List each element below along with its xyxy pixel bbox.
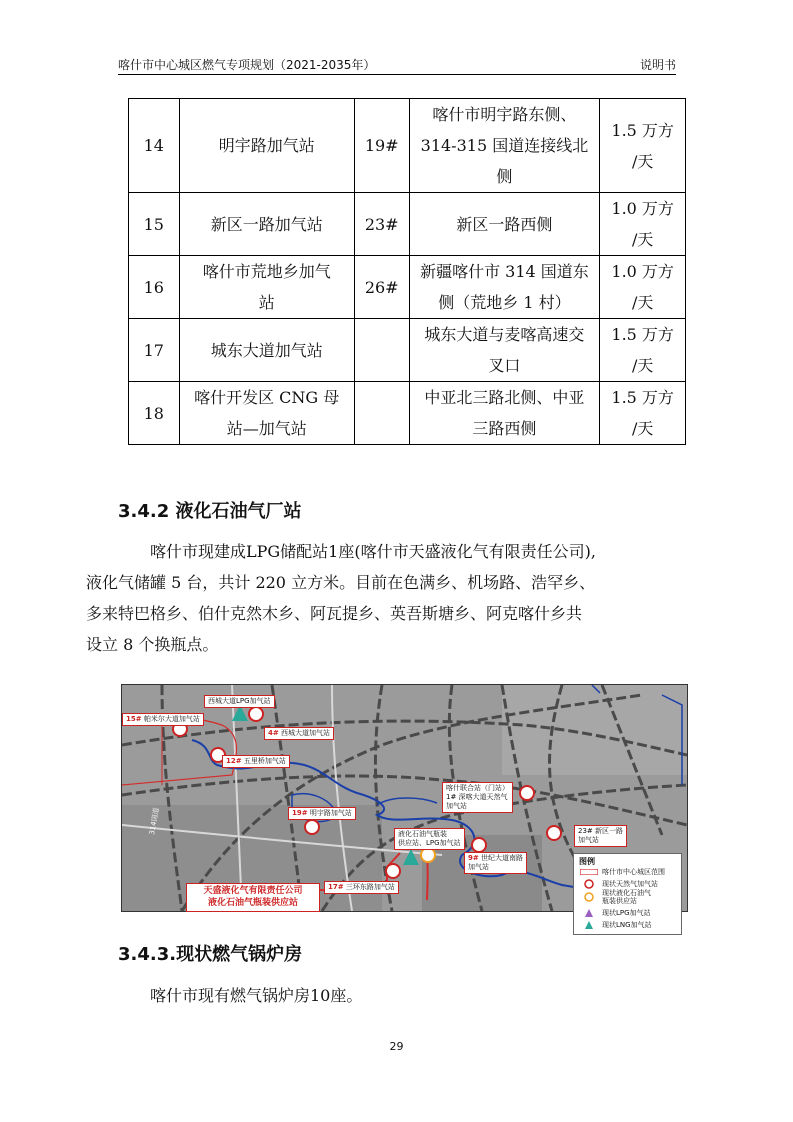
cell-line: 侧	[496, 167, 513, 186]
label-station-17: 17# 三环东路加气站	[324, 881, 399, 894]
cell-code	[354, 193, 409, 256]
para-line: 液化气储罐 5 台，共计 220 立方米。目前在色满乡、机场路、浩罕乡、	[86, 573, 596, 592]
cell-no	[129, 256, 180, 319]
cell-name	[179, 193, 354, 256]
cell-line: 19#	[364, 136, 399, 155]
legend-title: 图例	[579, 857, 595, 866]
para-line: 多来特巴格乡、伯什克然木乡、阿瓦提乡、英吾斯塘乡、阿克喀什乡共	[86, 604, 583, 623]
cell-line: 明宇路加气站	[218, 136, 315, 155]
header-rule	[118, 74, 676, 75]
legend-item-boundary: 喀什市中心城区范围	[580, 866, 665, 878]
cell-line: 26#	[364, 277, 399, 297]
cell-no	[129, 382, 180, 445]
table-row	[129, 99, 686, 193]
cell-cap	[600, 382, 686, 445]
cell-line: 中亚北三路北侧、中亚	[424, 388, 585, 407]
cell-line: 1.0 万方	[611, 199, 674, 218]
cell-line: 1.5 万方	[611, 388, 674, 407]
cell-line: /天	[631, 356, 654, 375]
page-number: 29	[389, 1040, 404, 1053]
station-table	[128, 98, 686, 445]
cell-line: 站—加气站	[226, 419, 307, 438]
cell-line: 城东大道与麦喀高速交	[424, 325, 585, 344]
cell-cap	[600, 256, 686, 319]
cell-name	[179, 99, 354, 193]
cell-loc	[409, 319, 600, 382]
cell-line: 14	[143, 136, 164, 155]
cell-line: 喀什市明宇路东侧、	[432, 105, 577, 124]
cell-line: 16	[143, 277, 164, 297]
label-station-23: 23# 新区一路 加气站	[574, 825, 627, 847]
page-header	[118, 52, 676, 74]
label-lpg-supply: 液化石油气瓶装 供应站、LPG加气站	[394, 828, 465, 850]
section-paragraph-boiler: 喀什市现有燃气锅炉房10座。	[150, 986, 363, 1005]
cell-loc	[409, 99, 600, 193]
cell-code	[354, 256, 409, 319]
section-title-boiler: 3.4.3.现状燃气锅炉房	[118, 944, 303, 965]
cell-no	[129, 99, 180, 193]
cell-line: 叉口	[488, 356, 521, 375]
cell-name	[179, 382, 354, 445]
cell-loc	[409, 193, 600, 256]
label-station-15: 15# 帕米尔大道加气站	[122, 713, 204, 726]
legend-item-ng-station: 现状天然气加气站	[580, 878, 658, 890]
section-paragraph-lpg	[86, 536, 684, 660]
cell-line: /天	[631, 419, 654, 438]
label-station-19: 19# 明宇路加气站	[288, 807, 356, 820]
cell-line: 三路西侧	[472, 419, 537, 438]
cell-line: 新区一路加气站	[210, 214, 323, 234]
cell-name	[179, 256, 354, 319]
table-row	[129, 382, 686, 445]
cell-line: 17	[143, 340, 164, 360]
cell-line: 18	[143, 403, 164, 423]
table-row	[129, 193, 686, 256]
cell-line: 23#	[364, 214, 399, 234]
cell-line: /天	[631, 151, 654, 171]
cell-loc	[409, 382, 600, 445]
cell-line: 喀什市荒地乡加气	[202, 262, 331, 281]
label-west-lpg: 西城大道LPG加气站	[204, 695, 275, 708]
cell-code	[354, 382, 409, 445]
cell-cap	[600, 193, 686, 256]
lpg-marker	[421, 848, 435, 862]
cell-line: 侧（荒地乡 1 村）	[438, 293, 571, 312]
label-station-4: 4# 西城大道加气站	[264, 727, 334, 740]
cell-no	[129, 193, 180, 256]
cell-no	[129, 319, 180, 382]
label-station-9: 9# 世纪大道南路 加气站	[464, 852, 527, 874]
para-line: 喀什市现建成LPG储配站1座(喀什市天盛液化气有限责任公司),	[150, 542, 596, 561]
label-lianhe-station: 喀什联合站（门站） 1# 深喀大道天然气 加气站	[442, 782, 513, 813]
cell-cap	[600, 319, 686, 382]
cell-code	[354, 319, 409, 382]
cell-loc	[409, 256, 600, 319]
cell-line: 314-315 国道连接线北	[420, 136, 589, 155]
cell-line: 1.0 万方	[611, 262, 674, 281]
cell-line: 站	[258, 293, 275, 312]
cell-line: 1.5 万方	[611, 120, 674, 140]
company-callout: 天盛液化气有限责任公司 液化石油气瓶装供应站	[186, 883, 320, 912]
para-line: 设立 8 个换瓶点。	[86, 635, 219, 654]
cell-line: 城东大道加气站	[210, 340, 323, 360]
legend-item-lpg-supply: 现状液化石油气 瓶装供应站	[580, 888, 651, 906]
table-row	[129, 256, 686, 319]
legend-item-lpg-station: 现状LPG加气站	[580, 907, 651, 919]
legend-item-lng-station: 现状LNG加气站	[580, 919, 652, 931]
cell-line: 喀什开发区 CNG 母	[194, 388, 340, 407]
cell-code	[354, 99, 409, 193]
section-title-lpg: 3.4.2 液化石油气厂站	[118, 501, 302, 522]
header-title: 喀什市中心城区燃气专项规划（2021-2035年）	[118, 58, 376, 72]
cell-line: 15	[143, 214, 164, 234]
cell-name	[179, 319, 354, 382]
label-station-12: 12# 五里桥加气站	[222, 755, 290, 768]
cell-line: 新区一路西侧	[456, 214, 553, 234]
cell-cap	[600, 99, 686, 193]
road-314-label: 314国道	[148, 806, 161, 836]
cell-line: /天	[631, 293, 654, 312]
cell-line: 1.5 万方	[611, 325, 674, 344]
cell-line: 新疆喀什市 314 国道东	[420, 262, 589, 281]
header-doc-type: 说明书	[639, 58, 676, 72]
map-legend	[573, 853, 682, 935]
cell-line: /天	[631, 230, 654, 249]
table-row	[129, 319, 686, 382]
